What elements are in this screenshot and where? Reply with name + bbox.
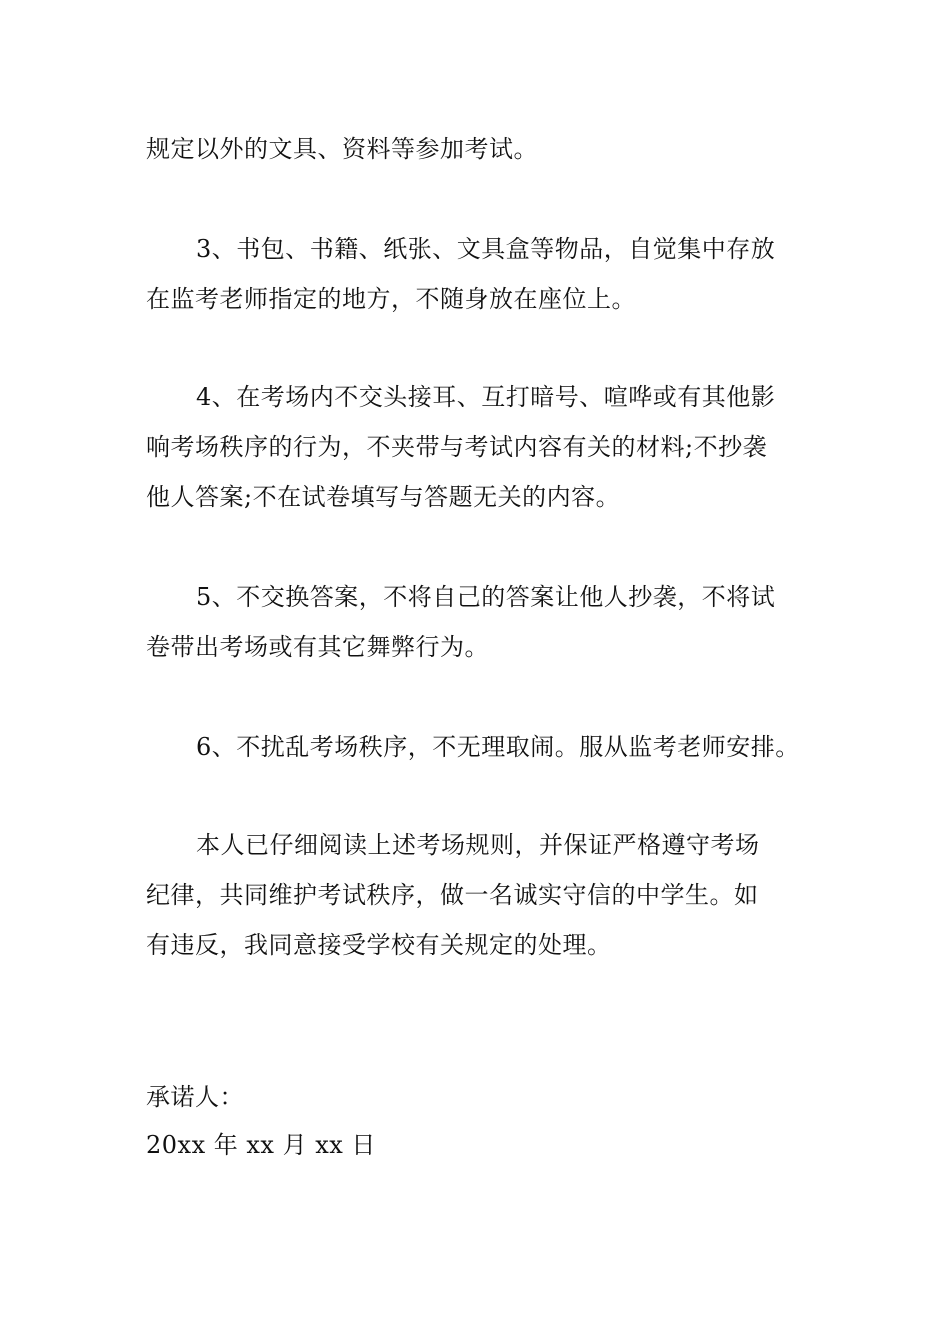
signature-label: 承诺人：	[146, 1083, 244, 1111]
pledge-line-3: 有违反，我同意接受学校有关规定的处理。	[146, 931, 612, 959]
rule-5-line-1: 5、不交换答案，不将自己的答案让他人抄袭，不将试	[196, 583, 776, 611]
pledge-line-2: 纪律，共同维护考试秩序，做一名诚实守信的中学生。如	[146, 881, 759, 909]
rule-4-line-2: 响考场秩序的行为，不夹带与考试内容有关的材料;不抄袭	[146, 433, 768, 461]
rule-3-line-2: 在监考老师指定的地方，不随身放在座位上。	[146, 285, 636, 313]
rule-4-line-1: 4、在考场内不交头接耳、互打暗号、喧哗或有其他影	[196, 383, 776, 411]
rule-3-line-1: 3、书包、书籍、纸张、文具盒等物品，自觉集中存放	[196, 235, 776, 263]
rule-5-line-2: 卷带出考场或有其它舞弊行为。	[146, 633, 489, 661]
text-line-1: 规定以外的文具、资料等参加考试。	[146, 135, 538, 163]
pledge-line-1: 本人已仔细阅读上述考场规则，并保证严格遵守考场	[196, 831, 760, 859]
signature-date: 20xx 年 xx 月 xx 日	[146, 1131, 376, 1159]
rule-4-line-3: 他人答案;不在试卷填写与答题无关的内容。	[146, 483, 621, 511]
rule-6-line-1: 6、不扰乱考场秩序，不无理取闹。服从监考老师安排。	[196, 733, 800, 761]
